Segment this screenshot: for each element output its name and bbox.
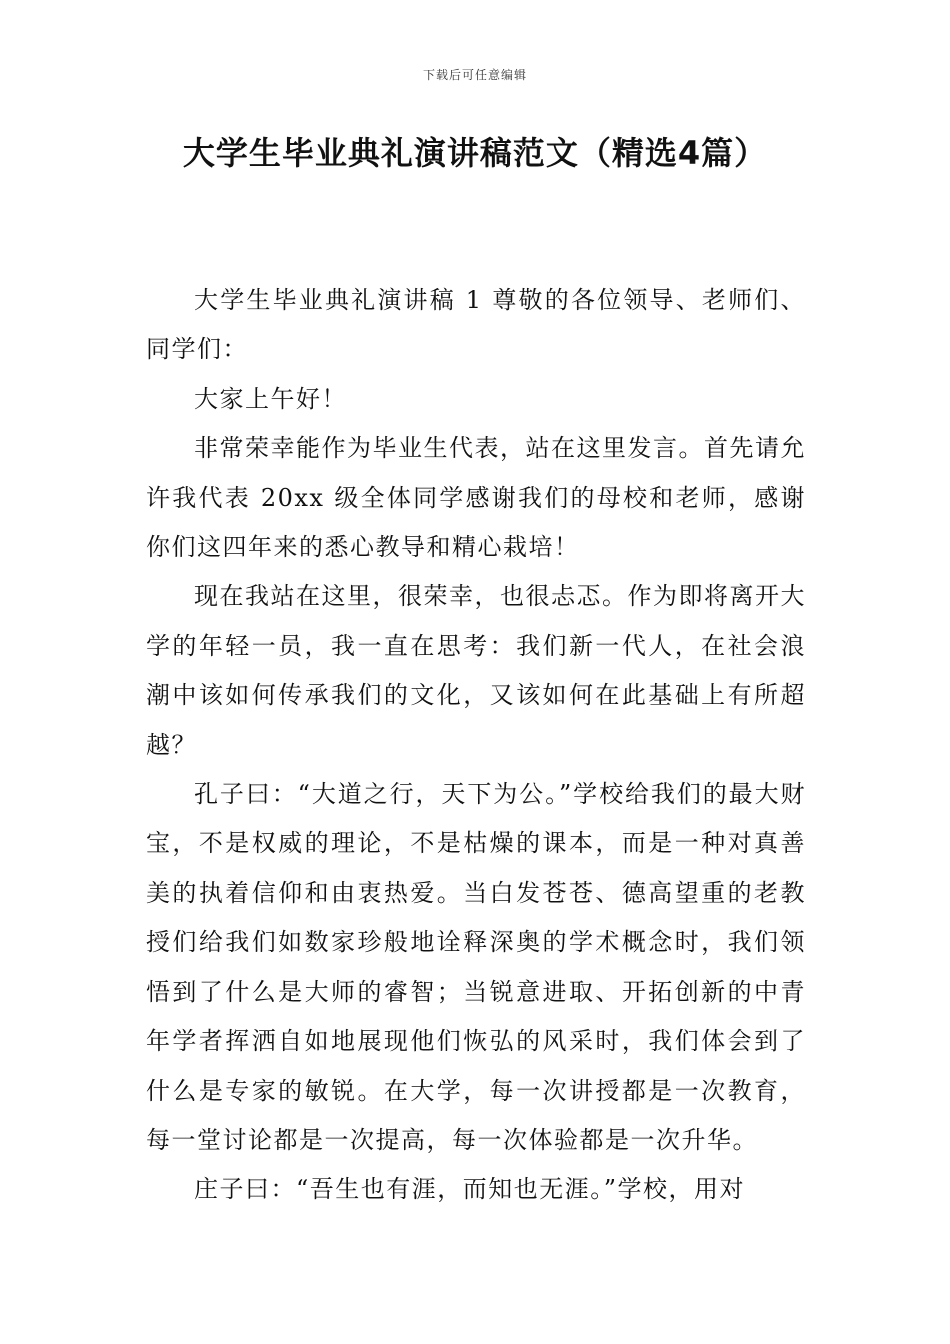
paragraph-confucius: 孔子曰：“大道之行，天下为公。”学校给我们的最大财宝，不是权威的理论，不是枯燥的课本，而是一种对真善美的执着信仰和由衷热爱。当白发苍苍、德高望重的老教授们给我们如数家珍般地诠释深奥的学术概念时，我们领悟到了什么是大师的睿智；当锐意进取、开拓创新的中青年学者挥洒自如地展现他们恢弘的风采时，我们体会到了什么是专家的敏锐。在大学，每一次讲授都是一次教育，每一堂讨论都是一次提高，每一次体验都是一次升华。 [146, 780, 806, 1154]
paragraph-greeting: 大家上午好！ [194, 384, 347, 413]
paragraph-reflection: 现在我站在这里，很荣幸，也很忐忑。作为即将离开大学的年轻一员，我一直在思考：我们新一代人，在社会浪潮中该如何传承我们的文化，又该如何在此基础上有所超越？ [146, 582, 806, 759]
document-body [146, 276, 806, 1215]
document-title: 大学生毕业典礼演讲稿范文（精选4篇） [182, 134, 768, 172]
paragraph-salutation: 大学生毕业典礼演讲稿 1 尊敬的各位领导、老师们、同学们： [146, 286, 806, 364]
paragraph-zhuangzi: 庄子曰：“吾生也有涯，而知也无涯。”学校，用对 [194, 1175, 746, 1204]
paragraph-thanks: 非常荣幸能作为毕业生代表，站在这里发言。首先请允许我代表 20xx 级全体同学感谢我们的母校和老师，感谢你们这四年来的悉心教导和精心栽培！ [146, 434, 806, 562]
header-note: 下载后可任意编辑 [422, 68, 527, 82]
